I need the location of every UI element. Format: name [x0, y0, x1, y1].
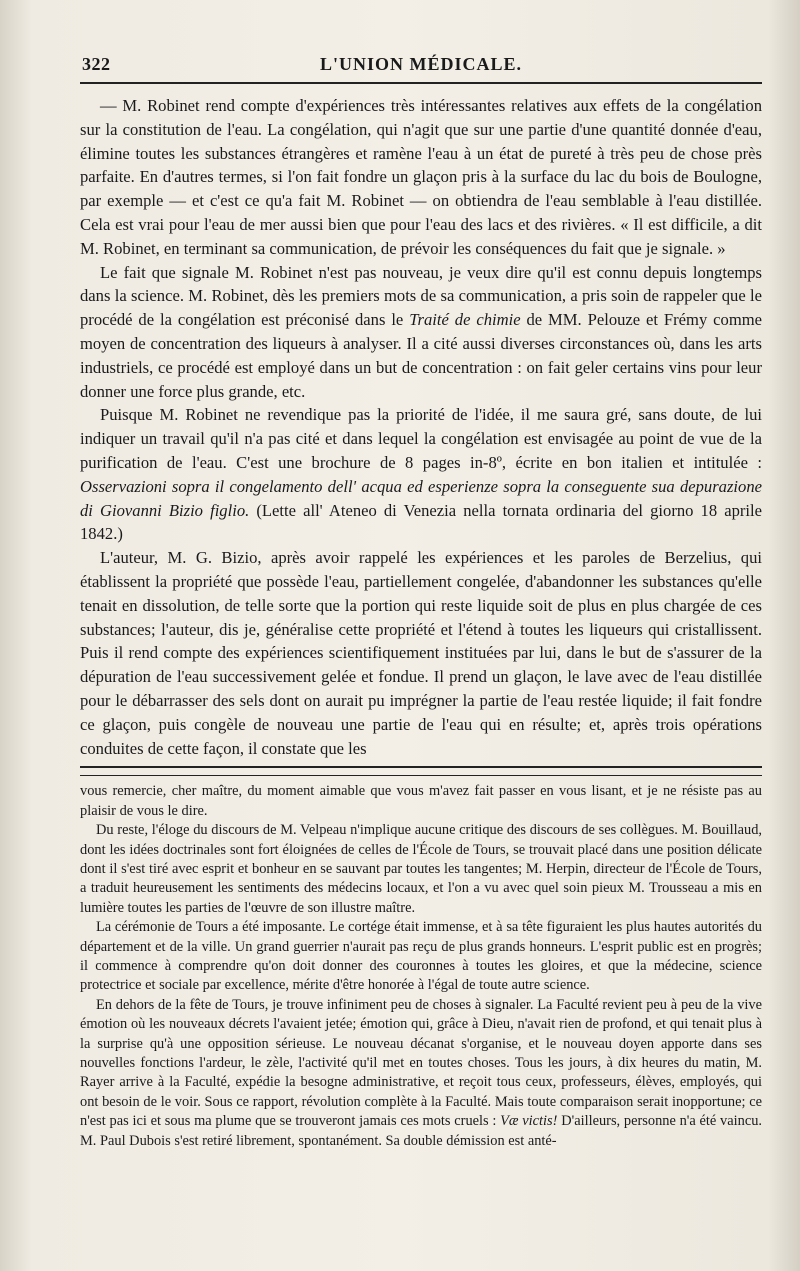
paragraph-text: vous remercie, cher maître, du moment aimable que vous m'avez fait passer en vous lisant, et je ne résiste pas au plaisir de vous le dire. [80, 783, 762, 819]
page-number: 322 [82, 54, 111, 74]
page-header [80, 48, 762, 84]
feuilleton-section [80, 782, 762, 1151]
paragraph-text: de MM. Pelouze et Frémy comme moyen de concentration des liqueurs à analyser. Il a cité aussi diverses circonstances où, dans les arts industriels, ce procédé est employé dans un but de concentration : on fait geler certains vins pour leur donner une force plus grande, etc. [80, 310, 762, 401]
latin-quote: Væ victis! [500, 1113, 558, 1130]
paragraph-text: D'ailleurs, personne n'a été vaincu. M. Paul Dubois s'est retiré librement, spontanément. Sa double démission est anté- [80, 1113, 763, 1149]
feuilleton-paragraph [80, 918, 762, 996]
paragraph-text: La cérémonie de Tours a été imposante. Le cortége était immense, et à sa tête figuraient les plus hautes autorités du département et de la ville. Un grand guerrier n'aurait pas reçu de plus grands honneurs. L'esprit public est en progrès; il commence à comprendre qu'on doit donner des couronnes à toutes les gloires, et que la médecine, science protectrice et sociale par excellence, mérite d'être honorée à l'égal de toute autre science. [80, 919, 762, 994]
article-paragraph [80, 261, 762, 404]
feuilleton-paragraph [80, 782, 762, 821]
paragraph-text: Puisque M. Robinet ne revendique pas la priorité de l'idée, il me saura gré, sans doute, de lui indiquer un travail qu'il n'a pas cité et dans lequel la congélation est envisagée au point de vue de la purification de l'eau. C'est une brochure de 8 pages in-8º, écrite en bon italien et intitulée : [80, 405, 762, 472]
work-title: Osservazioni sopra il congelamento dell' acqua ed esperienze sopra la conseguente sua depurazione di Giovanni Bizio figlio. [80, 476, 762, 520]
paragraph-text: En dehors de la fête de Tours, je trouve infiniment peu de choses à signaler. La Faculté revient peu à peu de la vive émotion où les nouveaux décrets l'avaient jetée; émotion qui, grâce à Dieu, n'avait rien de profond, et qui tenait plus à la surprise qu'à une opposition sérieuse. Le nouveau décanat s'organise, et le nouveau doyen apporte dans ses nouvelles fonctions l'ardeur, le zèle, l'activité qu'il met en toutes choses. Tous les jours, à dix heures du matin, M. Rayer arrive à la Faculté, expédie la besogne administrative, et reçoit tous ceux, professeurs, élèves, employés, qui ont besoin de le voir. Sous ce rapport, révolution complète à la Faculté. Mais toute comparaison serait inopportune; ce n'est pas ici et sous ma plume que se trouveront jamais ces mots cruels : [80, 996, 762, 1130]
article-paragraph [80, 403, 762, 546]
paragraph-text: L'auteur, M. G. Bizio, après avoir rappelé les expériences et les paroles de Berzelius, qui établissent la propriété que possède l'eau, partiellement congelée, d'abandonner les substances qu'elle tenait en dissolution, de telle sorte que la portion qui reste liquide soit de plus en plus chargée de ces substances; l'auteur, dis je, généralise cette propriété et l'étend à toutes les liqueurs qui cristallissent. Puis il rend compte des expériences scientifiquement instituées par lui, dans le but de s'assurer de la dépuration de l'eau successivement gelée et fondue. Il prend un glaçon, le lave avec de l'eau distillée pour le débarrasser des sels dont on aurait pu imprégner la partie de l'eau restée liquide; il fait fondre ce glaçon, puis congèle de nouveau une partie de l'eau qui en résulte; et, après trois opérations conduites de cette façon, il constate que les [80, 548, 762, 758]
paragraph-text: Du reste, l'éloge du discours de M. Velpeau n'implique aucune critique des discours de ses collègues. M. Bouillaud, dont les idées doctrinales sont fort éloignées de celles de l'École de Tours, se trouvait placé dans une position délicate dont il s'est tiré avec esprit et bonheur en se sauvant par toutes les tangentes; M. Herpin, directeur de l'École de Tours, a traduit heureusement les sentiments des médecins locaux, et l'on a vu avec quel soin pieux M. Trousseau a mis en lumière toutes les parties de l'œuvre de son illustre maître. [80, 822, 762, 916]
main-article [80, 94, 762, 760]
paragraph-text: Le fait que signale M. Robinet n'est pas nouveau, je veux dire qu'il est connu depuis longtemps dans la science. M. Robinet, dès les premiers mots de sa communication, a pris soin de rappeler que le procédé de la congélation est préconisé dans le [80, 262, 762, 330]
feuilleton-paragraph [80, 996, 762, 1151]
article-paragraph [80, 94, 762, 261]
book-title: Traité de chimie [409, 310, 521, 330]
paragraph-text: — M. Robinet rend compte d'expériences très intéressantes relatives aux effets de la congélation sur la constitution de l'eau. La congélation, qui n'agit que sur une partie d'une quantité donnée d'eau, élimine toutes les substances étrangères et ramène l'eau à un état de pureté à très peu de chose près parfaite. En d'autres termes, si l'on fait fondre un glaçon pris à la surface du lac du bois de Boulogne, par exemple — et c'est ce qu'a fait M. Robinet — on obtiendra de l'eau semblable à l'eau distillée. Cela est vrai pour l'eau de mer aussi bien que pour l'eau des lacs et des rivières. « Il est difficile, a dit M. Robinet, en terminant sa communication, de prévoir les conséquences du fait que je signale. » [80, 96, 762, 258]
feuilleton-divider [80, 766, 762, 776]
article-paragraph [80, 546, 762, 760]
paragraph-text: (Lette all' Ateneo di Venezia nella tornata ordinaria del giorno 18 aprile 1842.) [80, 500, 763, 544]
feuilleton-paragraph [80, 821, 762, 918]
journal-title: L'UNION MÉDICALE. [319, 54, 523, 74]
